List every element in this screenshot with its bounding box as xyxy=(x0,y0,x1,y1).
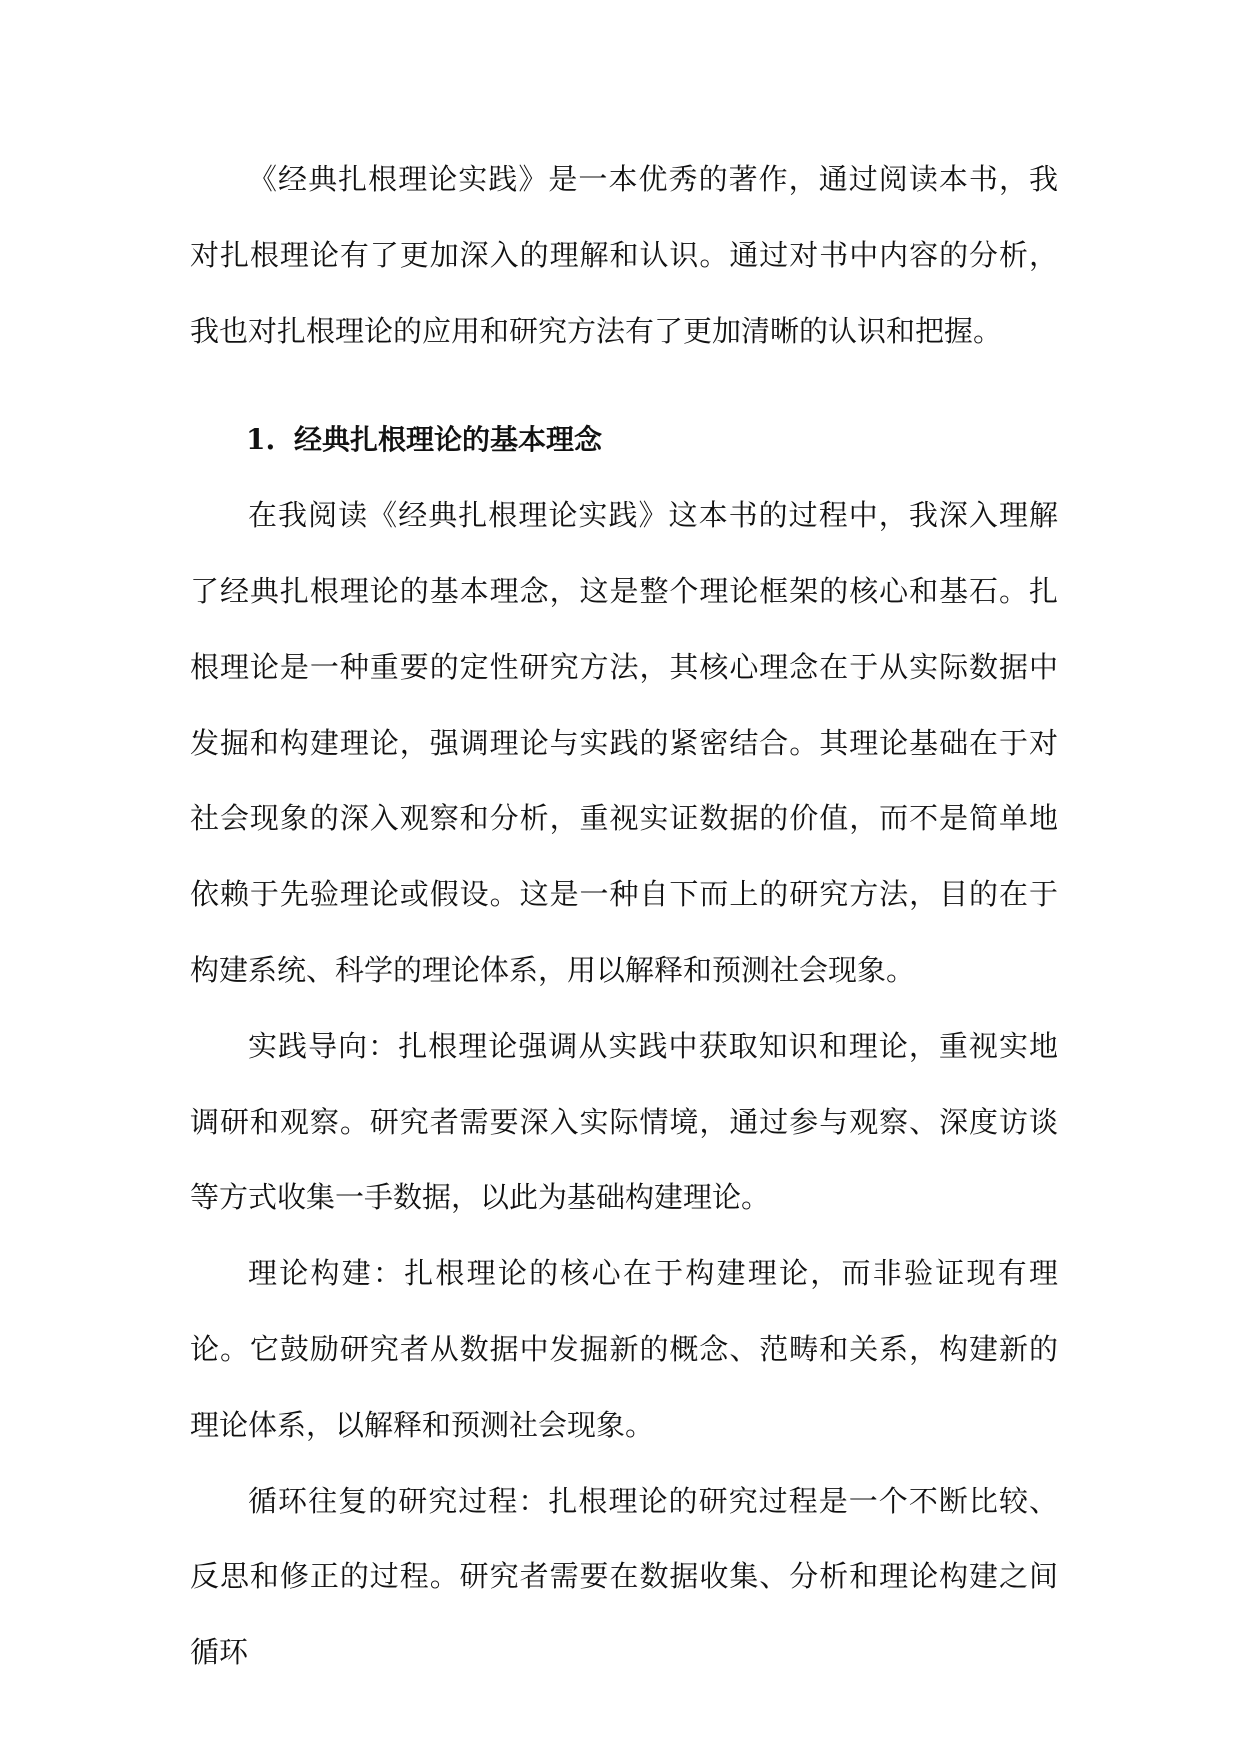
section-title: 经典扎根理论的基本理念 xyxy=(294,423,603,457)
document-body xyxy=(190,142,1058,1691)
body-paragraph-research-cycle: 循环往复的研究过程：扎根理论的研究过程是一个不断比较、反思和修正的过程。研究者需要在数据收集、分析和理论构建之间循环 xyxy=(190,1483,1058,1670)
section-heading xyxy=(190,402,1058,478)
body-paragraph-theory-construction: 理论构建：扎根理论的核心在于构建理论，而非验证现有理论。它鼓励研究者从数据中发掘新的概念、范畴和关系，构建新的理论体系，以解释和预测社会现象。 xyxy=(190,1256,1058,1442)
section-number: 1. xyxy=(246,423,276,457)
intro-paragraph: 《经典扎根理论实践》是一本优秀的著作，通过阅读本书，我对扎根理论有了更加深入的理解和认识。通过对书中内容的分析，我也对扎根理论的应用和研究方法有了更加清晰的认识和把握。 xyxy=(190,162,1058,348)
body-paragraph-basic-concept: 在我阅读《经典扎根理论实践》这本书的过程中，我深入理解了经典扎根理论的基本理念，这是整个理论框架的核心和基石。扎根理论是一种重要的定性研究方法，其核心理念在于从实际数据中发掘和构建理论，强调理论与实践的紧密结合。其理论基础在于对社会现象的深入观察和分析，重视实证数据的价值，而不是简单地依赖于先验理论或假设。这是一种自下而上的研究方法，目的在于构建系统、科学的理论体系，用以解释和预测社会现象。 xyxy=(190,498,1058,987)
body-paragraph-practice-orientation: 实践导向：扎根理论强调从实践中获取知识和理论，重视实地调研和观察。研究者需要深入实际情境，通过参与观察、深度访谈等方式收集一手数据，以此为基础构建理论。 xyxy=(190,1028,1058,1215)
